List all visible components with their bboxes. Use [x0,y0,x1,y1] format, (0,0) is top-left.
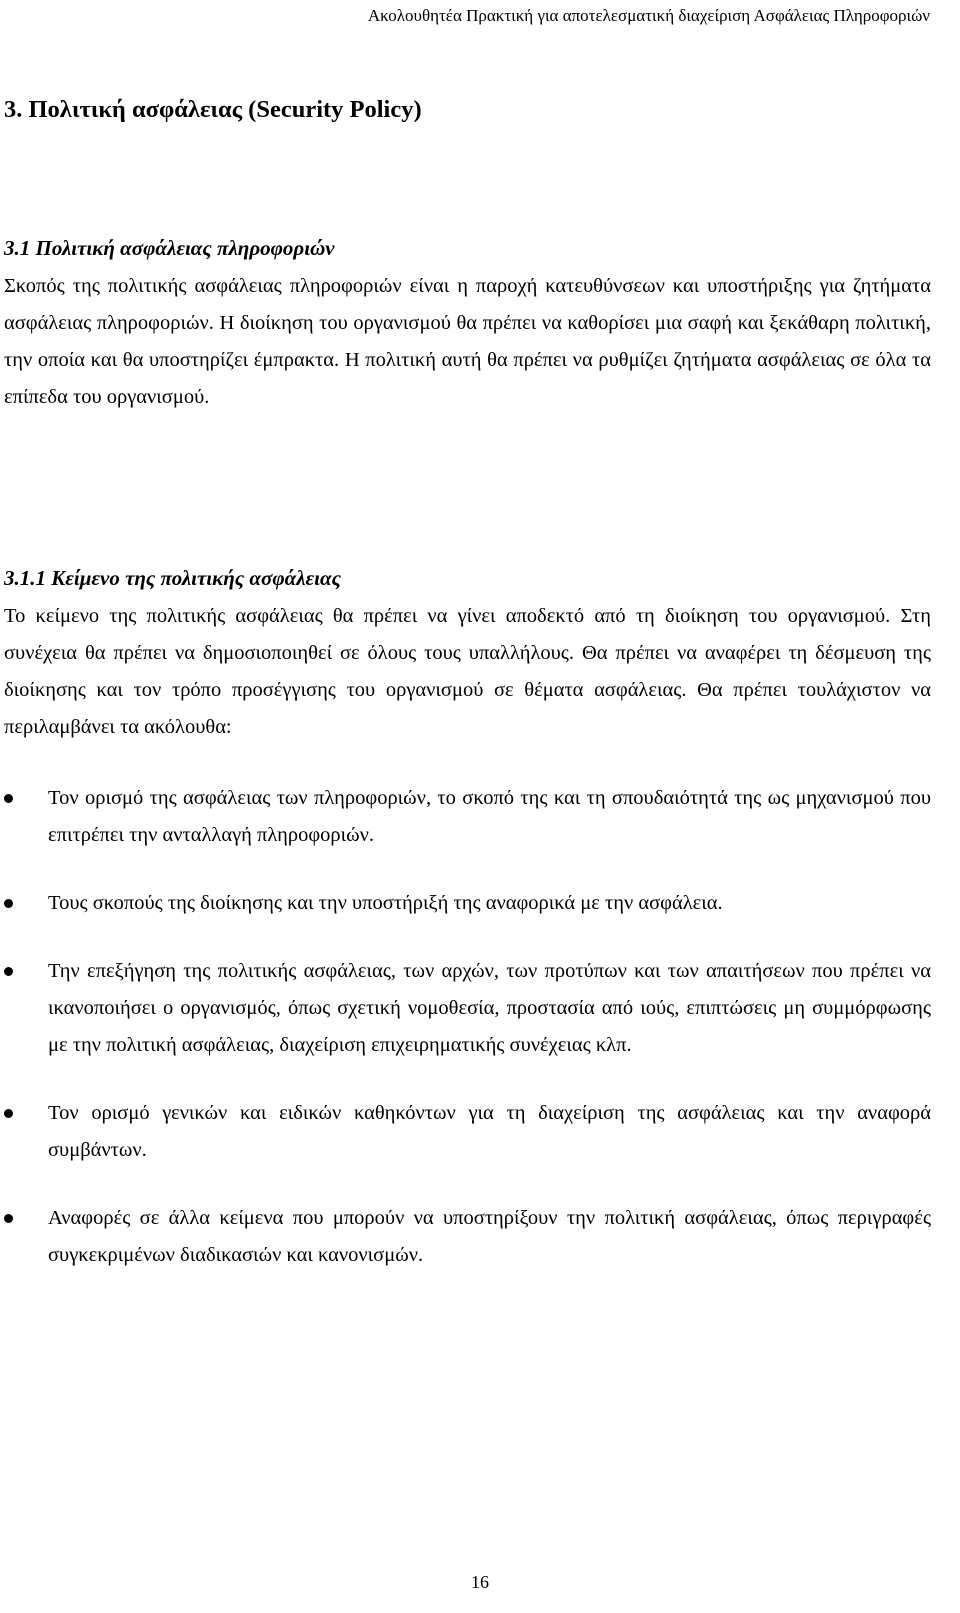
requirements-list [0,780,960,1305]
bullet-icon [4,1214,13,1223]
list-item [0,953,931,1064]
bullet-icon [4,794,13,803]
list-item-text: Αναφορές σε άλλα κείμενα που μπορούν να υποστηρίξουν την πολιτική ασφάλειας, όπως περιγραφές συγκεκριμένων διαδικασιών και κανονισμών. [48,1207,931,1266]
list-item [0,780,931,854]
list-item-text: Τους σκοπούς της διοίκησης και την υποστήριξή της αναφορικά με την ασφάλεια. [48,892,723,914]
list-item [0,1200,931,1274]
bullet-icon [4,967,13,976]
subsection-paragraph: Σκοπός της πολιτικής ασφάλειας πληροφοριών είναι η παροχή κατευθύνσεων και υποστήριξης για ζητήματα ασφάλειας πληροφοριών. Η διοίκηση του οργανισμού θα πρέπει να καθορίσει μια σαφή και ξεκάθαρη πολιτική, την οποία και θα υποστηρίζει έμπρακτα. Η πολιτική αυτή θα πρέπει να ρυθμίζει ζητήματα ασφάλειας σε όλα τα επίπεδα του οργανισμού. [4,275,931,408]
section-title: 3. Πολιτική ασφάλειας (Security Policy) [4,96,422,123]
list-item-text: Τον ορισμό της ασφάλειας των πληροφοριών, το σκοπό της και τη σπουδαιότητά της ως μηχανισμού που επιτρέπει την ανταλλαγή πληροφοριών. [48,787,931,846]
page-number: 16 [471,1572,489,1592]
bullet-icon [4,899,13,908]
list-item [0,885,931,922]
bullet-icon [4,1109,13,1118]
subsubsection-title: 3.1.1 Κείμενο της πολιτικής ασφάλειας [4,566,341,590]
running-header: Ακολουθητέα Πρακτική για αποτελεσματική διαχείριση Ασφάλειας Πληροφοριών [367,6,930,25]
subsubsection-paragraph: Το κείμενο της πολιτικής ασφάλειας θα πρέπει να γίνει αποδεκτό από τη διοίκηση του οργανισμού. Στη συνέχεια θα πρέπει να δημοσιοποιηθεί σε όλους τους υπαλλήλους. Θα πρέπει να αναφέρει τη δέσμευση της διοίκησης και τον τρόπο προσέγγισης του οργανισμού σε θέματα ασφάλειας. Θα πρέπει τουλάχιστον να περιλαμβάνει τα ακόλουθα: [4,605,931,738]
list-item [0,1095,931,1169]
list-item-text: Την επεξήγηση της πολιτικής ασφάλειας, των αρχών, των προτύπων και των απαιτήσεων που πρέπει να ικανοποιήσει ο οργανισμός, όπως σχετική νομοθεσία, προστασία από ιούς, επιπτώσεις μη συμμόρφωσης με την πολιτική ασφάλειας, διαχείριση επιχειρηματικής συνέχειας κλπ. [48,960,931,1056]
list-item-text: Τον ορισμό γενικών και ειδικών καθηκόντων για τη διαχείριση της ασφάλειας και την αναφορά συμβάντων. [48,1102,931,1161]
subsection-title: 3.1 Πολιτική ασφάλειας πληροφοριών [4,236,335,260]
